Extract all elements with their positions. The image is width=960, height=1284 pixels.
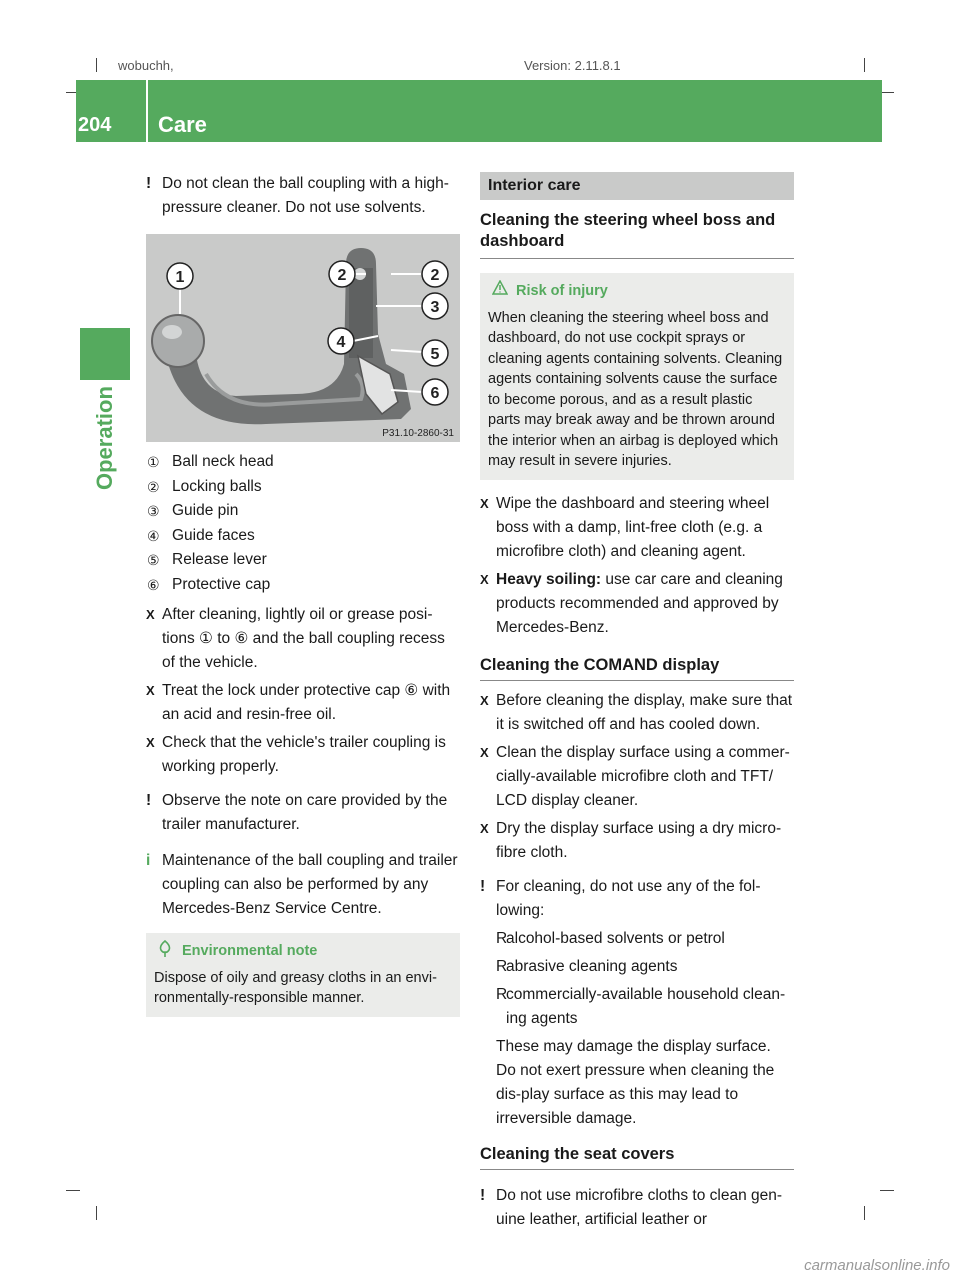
environmental-note-title: Environmental note [154,941,452,962]
bullet-icon: R [496,957,508,975]
step-text: Clean the display surface using a commer-cially-available microfibre cloth and TFT/ LCD display cleaner. [496,743,790,809]
warning-icon: ! [480,877,486,895]
warning-icon: ! [146,792,152,809]
step-text: Before cleaning the display, make sure that it is switched off and has cooled down. [496,691,793,733]
step-arrow-icon: X [480,495,489,511]
callout-1 [167,263,193,289]
file-name: wobuchh, [118,58,174,73]
left-column [146,172,460,1017]
seat-covers-heading: Cleaning the seat covers [480,1143,794,1170]
legend-item: ⑥ Protective cap [147,575,271,593]
heavy-soiling-label: Heavy soiling: [496,570,602,588]
risk-box [480,273,794,480]
bullet-item: R commercially-available household clean-ing agents [480,983,794,1031]
step-arrow-icon: X [146,683,155,698]
legend-item: ④ Guide faces [147,526,255,544]
crop-mark [864,58,865,72]
ball-coupling-figure [146,234,460,442]
warning-icon: ! [480,1186,486,1204]
warning-note [480,1184,794,1232]
warning-text: For cleaning, do not use any of the fol-lowing: [496,877,761,919]
environmental-note-box [146,933,460,1017]
info-note [146,849,460,921]
crop-mark [880,92,894,93]
damage-warning-text: These may damage the display surface. Do not exert pressure when cleaning the dis-play surface as this may lead to irreversible damage. [496,1037,775,1127]
bullet-icon: R [496,929,508,947]
callout-2b [422,261,448,287]
bullet-item: R alcohol-based solvents or petrol [480,927,794,951]
bullet-icon: R [496,985,508,1003]
instruction-step [146,731,460,779]
step-text: use car care and cleaning products recommended and approved by Mercedes-Benz. [496,570,783,636]
step-text: Wipe the dashboard and steering wheel boss with a damp, lint-free cloth (e.g. a microfibre cloth) and cleaning agent. [496,494,770,560]
legend-item: ③ Guide pin [147,502,239,519]
svg-text:2: 2 [430,267,440,284]
crop-mark [66,1190,80,1191]
header-divider [146,80,148,142]
warning-note [146,789,460,837]
callout-6 [422,379,448,405]
step-arrow-icon: X [480,744,489,760]
warning-icon: ! [146,175,152,192]
risk-title: Risk of injury [488,281,786,302]
callout-4 [328,328,354,354]
warning-note [146,172,460,220]
instruction-step [480,689,794,737]
crop-mark [96,1206,97,1220]
warning-text: Observe the note on care provided by the trailer manufacturer. [162,792,448,833]
watermark: carmanualsonline.info [804,1257,950,1274]
step-arrow-icon: X [146,607,155,622]
interior-care-heading: Interior care [480,172,794,200]
figure-code: P31.10-2860-31 [382,428,454,439]
crop-mark [880,1190,894,1191]
callout-3 [422,293,448,319]
instruction-step [146,603,460,675]
right-column [480,172,794,1232]
svg-text:1: 1 [175,269,185,286]
section-title: Care [158,112,207,137]
instruction-step [480,492,794,564]
legend-item: ⑤ Release lever [147,551,267,568]
risk-text: When cleaning the steering wheel boss and dashboard, do not use cockpit sprays or cleaning agents containing solvents. Cleaning agents containing solvents cause the surface to become porous, and as a result plastic parts may break away and be thrown around the interior when an airbag is deployed which may result in severe injuries. [488,309,783,469]
step-text: Treat the lock under protective cap ⑥ with an acid and resin-free oil. [162,682,451,723]
svg-text:3: 3 [430,299,440,316]
instruction-step [480,817,794,865]
svg-text:6: 6 [430,385,440,402]
warning-text: Do not use microfibre cloths to clean gen-uine leather, artificial leather or [496,1186,783,1228]
instruction-step [480,568,794,640]
info-icon: i [146,852,151,869]
step-arrow-icon: X [480,692,489,708]
step-arrow-icon: X [146,735,155,750]
page-number: 204 [78,114,112,136]
warning-triangle-icon [492,280,508,303]
crop-mark [96,58,97,72]
legend-item: ① Ball neck head [147,453,274,470]
side-chapter-label: Operation [92,386,117,490]
environmental-note-text: Dispose of oily and greasy cloths in an envi-ronmentally-responsible manner. [154,969,437,1006]
callout-5 [422,340,448,366]
step-arrow-icon: X [480,571,489,587]
instruction-step [480,741,794,813]
ball-coupling-illustration [146,234,460,442]
steering-wheel-heading: Cleaning the steering wheel boss and dashboard [480,210,794,259]
svg-text:5: 5 [430,346,440,363]
legend-list [146,450,460,597]
info-text: Maintenance of the ball coupling and trailer coupling can also be performed by any Mercedes-Benz Service Centre. [162,852,458,917]
warning-note [480,875,794,923]
leaf-icon [158,940,172,965]
step-text: Dry the display surface using a dry micro-fibre cloth. [496,819,782,861]
svg-text:2: 2 [337,267,347,284]
bullet-item: R abrasive cleaning agents [480,955,794,979]
step-text: Check that the vehicle's trailer coupling is working properly. [162,734,446,775]
step-arrow-icon: X [480,820,489,836]
step-text: After cleaning, lightly oil or grease posi-tions ① to ⑥ and the ball coupling recess of the vehicle. [162,606,445,671]
crop-mark [864,1206,865,1220]
instruction-step [146,679,460,727]
legend-item: ② Locking balls [147,477,262,495]
callout-2a [329,261,355,287]
svg-text:4: 4 [336,334,346,351]
warning-text: Do not clean the ball coupling with a high-pressure cleaner. Do not use solvents. [162,175,449,216]
version-label: Version: 2.11.8.1 [524,58,621,73]
comand-display-heading: Cleaning the COMAND display [480,654,794,681]
